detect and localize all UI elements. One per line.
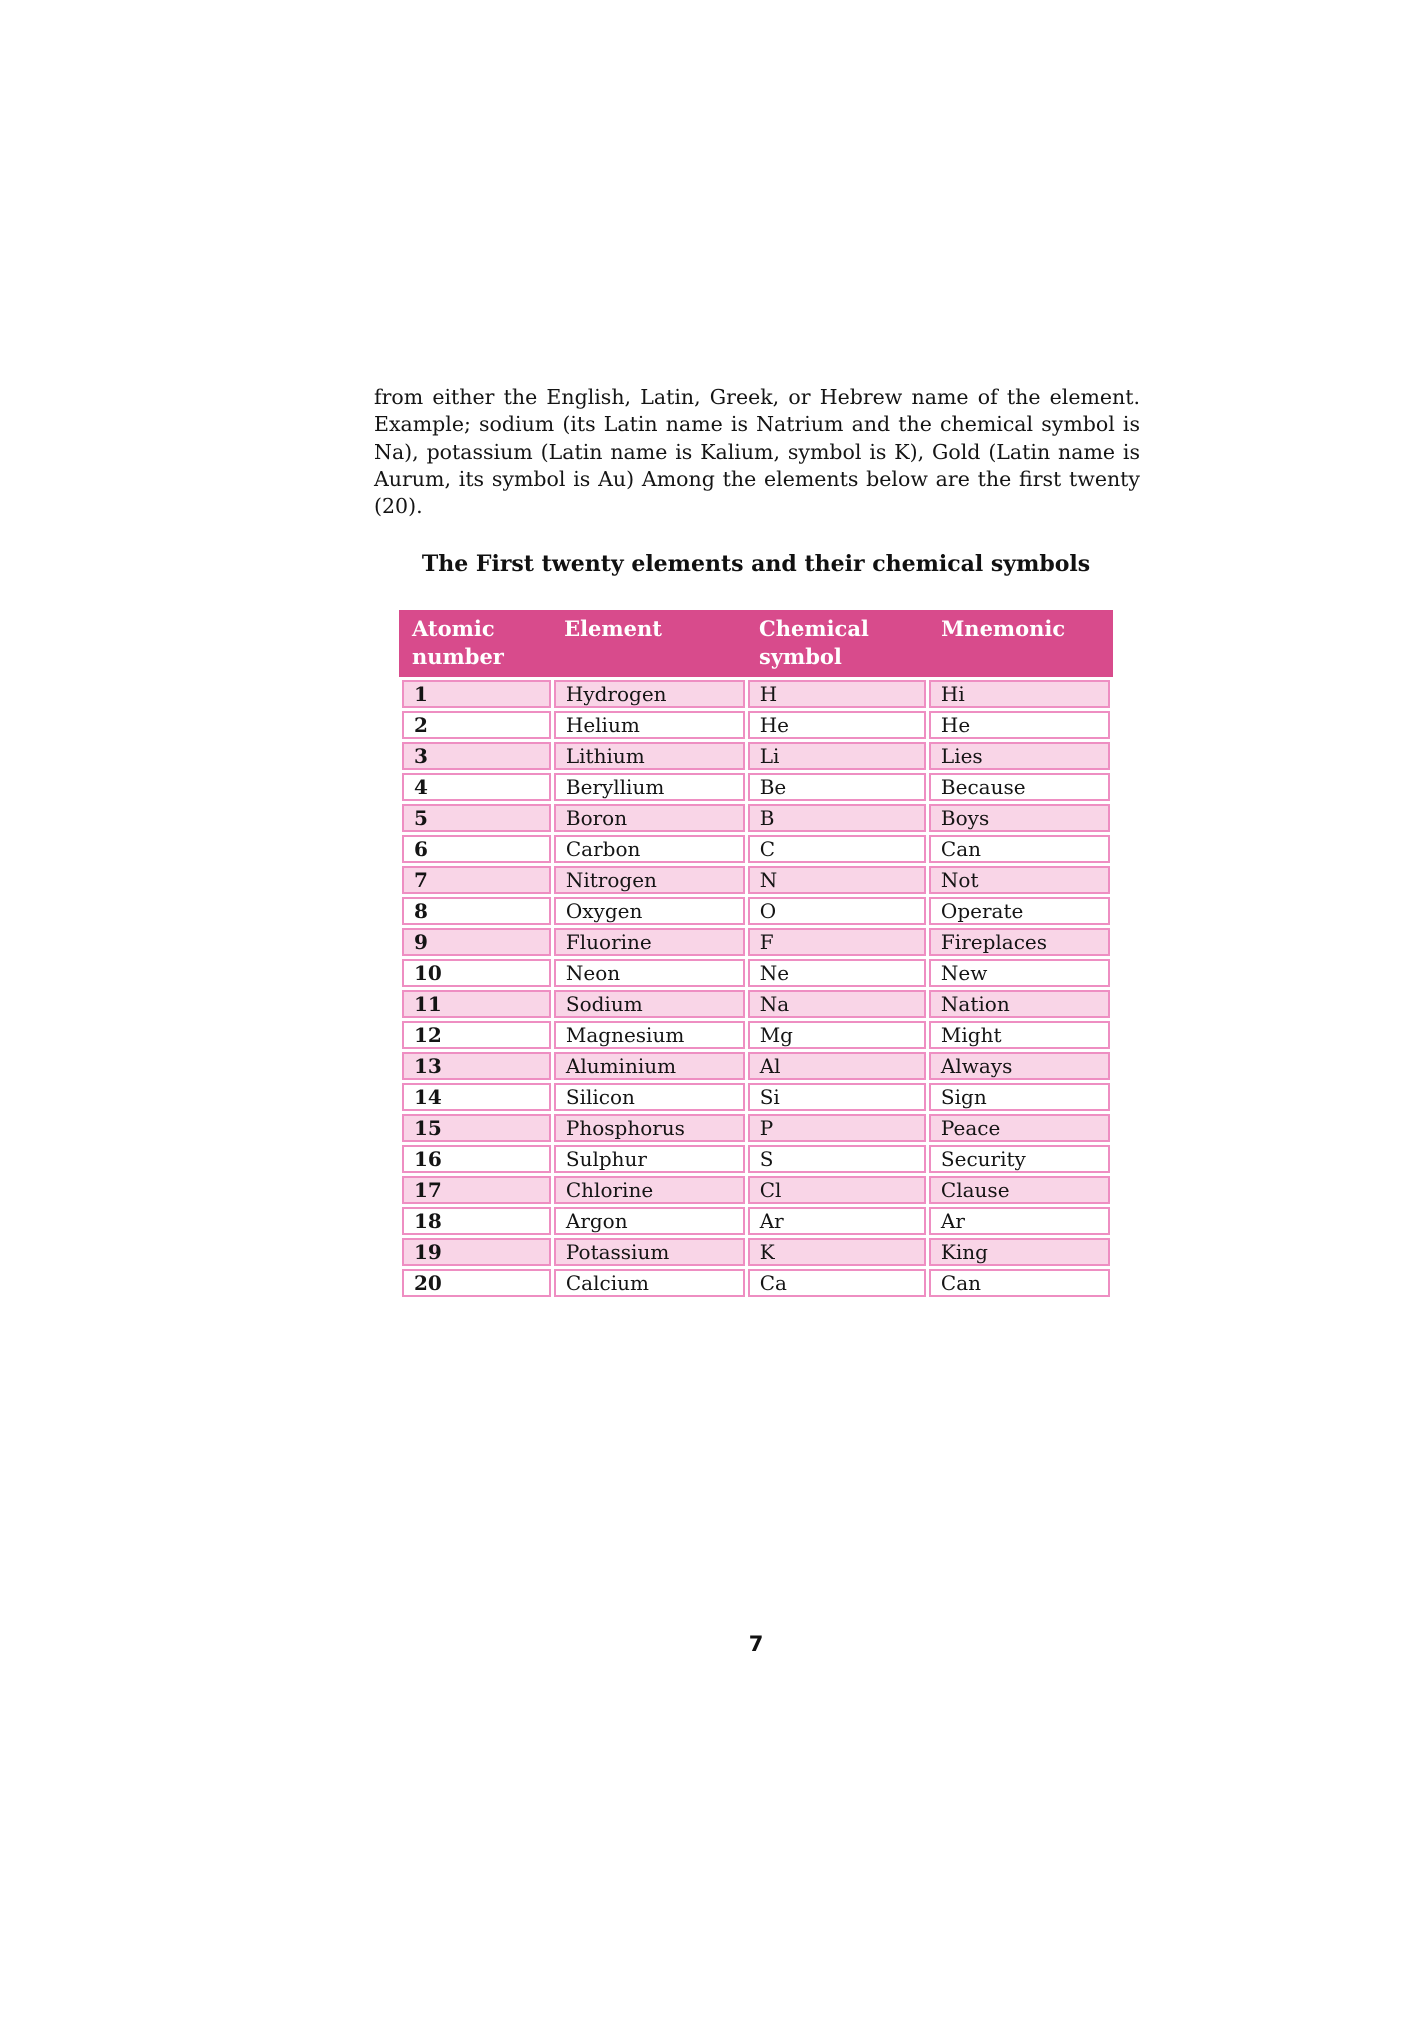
- cell-atomic-number: 2: [402, 711, 551, 739]
- table-row: [402, 1238, 1110, 1266]
- cell-element: Neon: [554, 959, 745, 987]
- cell-mnemonic: Lies: [929, 742, 1110, 770]
- body-paragraph: from either the English, Latin, Greek, or Hebrew name of the element. Example; sodium (its Latin name is Natrium and the chemical symbol is Na), potassium (Latin name is Kalium, symbol is K), Gold (Latin name is Aurum, its symbol is Au) Among the elements below are the first twenty (20).: [374, 385, 1140, 519]
- cell-mnemonic: King: [929, 1238, 1110, 1266]
- cell-mnemonic: Always: [929, 1052, 1110, 1080]
- cell-element: Helium: [554, 711, 745, 739]
- cell-chemical-symbol: Mg: [748, 1021, 926, 1049]
- cell-mnemonic: Hi: [929, 680, 1110, 708]
- cell-element: Oxygen: [554, 897, 745, 925]
- page-number: 7: [748, 1632, 764, 1656]
- cell-mnemonic: Peace: [929, 1114, 1110, 1142]
- cell-atomic-number: 15: [402, 1114, 551, 1142]
- cell-mnemonic: Sign: [929, 1083, 1110, 1111]
- cell-atomic-number: 18: [402, 1207, 551, 1235]
- cell-atomic-number: 20: [402, 1269, 551, 1297]
- table-row: [402, 773, 1110, 801]
- table-row: [402, 1083, 1110, 1111]
- table-header-row: [399, 610, 1113, 677]
- cell-chemical-symbol: P: [748, 1114, 926, 1142]
- cell-element: Magnesium: [554, 1021, 745, 1049]
- cell-element: Beryllium: [554, 773, 745, 801]
- cell-element: Sulphur: [554, 1145, 745, 1173]
- cell-atomic-number: 10: [402, 959, 551, 987]
- table-row: [402, 928, 1110, 956]
- cell-mnemonic: New: [929, 959, 1110, 987]
- cell-mnemonic: He: [929, 711, 1110, 739]
- cell-atomic-number: 6: [402, 835, 551, 863]
- cell-mnemonic: Because: [929, 773, 1110, 801]
- cell-mnemonic: Can: [929, 1269, 1110, 1297]
- cell-chemical-symbol: Ar: [748, 1207, 926, 1235]
- cell-atomic-number: 1: [402, 680, 551, 708]
- cell-chemical-symbol: K: [748, 1238, 926, 1266]
- cell-element: Hydrogen: [554, 680, 745, 708]
- column-header-mnemonic: Mnemonic: [941, 616, 1066, 641]
- cell-atomic-number: 16: [402, 1145, 551, 1173]
- cell-chemical-symbol: Cl: [748, 1176, 926, 1204]
- cell-atomic-number: 3: [402, 742, 551, 770]
- cell-chemical-symbol: N: [748, 866, 926, 894]
- cell-element: Sodium: [554, 990, 745, 1018]
- cell-chemical-symbol: F: [748, 928, 926, 956]
- cell-atomic-number: 11: [402, 990, 551, 1018]
- table-row: [402, 897, 1110, 925]
- cell-atomic-number: 7: [402, 866, 551, 894]
- table-row: [402, 1207, 1110, 1235]
- cell-mnemonic: Not: [929, 866, 1110, 894]
- cell-chemical-symbol: B: [748, 804, 926, 832]
- cell-mnemonic: Clause: [929, 1176, 1110, 1204]
- cell-element: Chlorine: [554, 1176, 745, 1204]
- cell-element: Aluminium: [554, 1052, 745, 1080]
- table-row: [402, 742, 1110, 770]
- column-header-element: Element: [564, 616, 662, 641]
- cell-chemical-symbol: O: [748, 897, 926, 925]
- cell-mnemonic: Boys: [929, 804, 1110, 832]
- cell-mnemonic: Ar: [929, 1207, 1110, 1235]
- cell-chemical-symbol: Be: [748, 773, 926, 801]
- cell-atomic-number: 19: [402, 1238, 551, 1266]
- cell-atomic-number: 14: [402, 1083, 551, 1111]
- cell-atomic-number: 5: [402, 804, 551, 832]
- cell-element: Argon: [554, 1207, 745, 1235]
- table-row: [402, 835, 1110, 863]
- cell-mnemonic: Fireplaces: [929, 928, 1110, 956]
- cell-chemical-symbol: C: [748, 835, 926, 863]
- cell-element: Calcium: [554, 1269, 745, 1297]
- cell-element: Lithium: [554, 742, 745, 770]
- cell-mnemonic: Security: [929, 1145, 1110, 1173]
- cell-element: Boron: [554, 804, 745, 832]
- cell-atomic-number: 17: [402, 1176, 551, 1204]
- cell-element: Potassium: [554, 1238, 745, 1266]
- elements-table: [399, 610, 1113, 1300]
- cell-element: Nitrogen: [554, 866, 745, 894]
- cell-chemical-symbol: H: [748, 680, 926, 708]
- cell-atomic-number: 9: [402, 928, 551, 956]
- cell-chemical-symbol: S: [748, 1145, 926, 1173]
- cell-mnemonic: Can: [929, 835, 1110, 863]
- cell-element: Fluorine: [554, 928, 745, 956]
- table-row: [402, 1021, 1110, 1049]
- cell-chemical-symbol: Ne: [748, 959, 926, 987]
- table-row: [402, 1114, 1110, 1142]
- table-row: [402, 866, 1110, 894]
- cell-chemical-symbol: Ca: [748, 1269, 926, 1297]
- column-header-atomic-number: Atomic number: [412, 616, 504, 669]
- cell-element: Carbon: [554, 835, 745, 863]
- table-title: The First twenty elements and their chemical symbols: [421, 551, 1091, 577]
- elements-table-body: [399, 677, 1113, 1300]
- cell-element: Phosphorus: [554, 1114, 745, 1142]
- table-row: [402, 1176, 1110, 1204]
- cell-atomic-number: 8: [402, 897, 551, 925]
- table-row: [402, 990, 1110, 1018]
- cell-mnemonic: Nation: [929, 990, 1110, 1018]
- cell-atomic-number: 13: [402, 1052, 551, 1080]
- table-row: [402, 959, 1110, 987]
- cell-mnemonic: Operate: [929, 897, 1110, 925]
- cell-element: Silicon: [554, 1083, 745, 1111]
- cell-chemical-symbol: He: [748, 711, 926, 739]
- cell-chemical-symbol: Li: [748, 742, 926, 770]
- cell-chemical-symbol: Na: [748, 990, 926, 1018]
- column-header-chemical-symbol: Chemical symbol: [759, 616, 869, 669]
- cell-atomic-number: 12: [402, 1021, 551, 1049]
- table-row: [402, 711, 1110, 739]
- cell-mnemonic: Might: [929, 1021, 1110, 1049]
- cell-atomic-number: 4: [402, 773, 551, 801]
- table-row: [402, 804, 1110, 832]
- cell-chemical-symbol: Al: [748, 1052, 926, 1080]
- table-row: [402, 1269, 1110, 1297]
- cell-chemical-symbol: Si: [748, 1083, 926, 1111]
- table-row: [402, 1145, 1110, 1173]
- table-row: [402, 680, 1110, 708]
- table-row: [402, 1052, 1110, 1080]
